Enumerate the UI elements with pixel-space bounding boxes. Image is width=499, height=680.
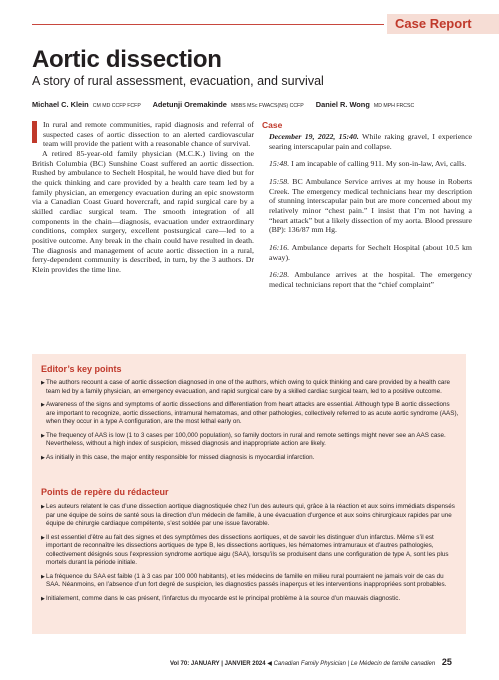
key-point-item	[41, 379, 459, 396]
body-paragraph: A retired 85-year-old family physician (M.C.K.) living on the British Columbia (BC) Sunshine Coast suffered an aortic dissection. Rushed by ambulance to Sechelt Hospital, he would have died but for the quick thinking and care provided by a health care team led by a family physician, an emergency evacuation during an epic snowstorm via a Canadian Coast Guard hovercraft, and rapid surgical care by a skilled cardiac surgical team. The smooth integration of all components in the chain—diagnosis, evacuation under extraordinary conditions, complex surgery, excellent postsurgical care—led to a positive outcome. Any break in the chain could have resulted in death. The diagnosis and management of acute aortic dissection in a rural, ferry-dependent community is described, in turn, by the 3 authors. Dr Klein provides the time line.	[32, 148, 254, 274]
key-points-box	[32, 354, 466, 634]
case-entry	[262, 270, 472, 289]
case-entry-text: Ambulance departs for Sechelt Hospital (about 10.5 km away).	[269, 242, 472, 262]
footer-volume: Vol 70: JANUARY | JANVIER 2024	[170, 661, 266, 667]
body-column	[32, 120, 254, 275]
key-point-item	[41, 432, 459, 449]
key-point-text: The authors recount a case of aortic dissection diagnosed in one of the authors, which owing to quick thinking and care provided by a health care team led by a family physician, an emergency evacuation, and rapid surgical care by a skilled cardiac surgical team, led to a positive outcome.	[46, 379, 450, 395]
page-footer	[170, 657, 480, 667]
bullet-arrow-icon: ▶	[41, 432, 45, 439]
key-points-heading-fr: Points de repère du rédacteur	[41, 487, 169, 497]
case-heading: Case	[262, 120, 283, 130]
key-points-heading-en: Editor’s key points	[41, 364, 122, 374]
case-entry-text: Ambulance arrives at the hospital. The emergency medical technicians report that the “chief complaint”	[269, 270, 472, 289]
case-entry-time: 16:16.	[269, 242, 290, 252]
author-name: Adetunji Oremakinde	[152, 100, 227, 109]
bullet-arrow-icon: ▶	[41, 534, 45, 541]
article-title: Aortic dissection	[32, 46, 222, 73]
key-point-text: Les auteurs relatent le cas d’une dissection aortique diagnostiquée chez l’un des auteurs qui, grâce à la réaction et aux soins immédiats dispensés par une équipe de soins de santé sous la direction d’un médecin de famille, à une évacuation d’urgence et aux soins chirurgicaux rapides par une équipe de chirurgie cardiaque compétente, s’est soldée par une issue favorable.	[46, 503, 455, 527]
bullet-arrow-icon: ▶	[41, 504, 45, 510]
key-point-text: Awareness of the signs and symptoms of aortic dissections and differentiation from heart attacks are essential. Although type B aortic dissections are important to recognize, aortic dissections, intramural hematomas, and other pathologies, collectively referred to as acute aortic syndrome (AAS), when they occur in a type A configuration, are the most lethal early on.	[46, 401, 459, 425]
key-point-item	[41, 454, 459, 463]
key-point-text: Initialement, comme dans le cas présent, l’infarctus du myocarde est le principal problème à la source d’un mauvais diagnostic.	[46, 594, 401, 602]
case-entry-time: December 19, 2022, 15:40.	[269, 132, 359, 141]
key-points-list-fr	[41, 503, 459, 608]
case-entry-text: BC Ambulance Service arrives at my house in Roberts Creek. The emergency medical technicians hear my description of stunning interscapular pain but are more concerned about my relatively minor “chest pain.” I insist that I’m not having a “heart attack” but a likely dissection of my aorta. Blood pressure (BP): 136/87 mm Hg.	[269, 176, 472, 235]
key-point-item	[41, 503, 459, 529]
bullet-arrow-icon: ▶	[41, 402, 45, 408]
section-header	[0, 14, 499, 34]
bullet-arrow-icon: ▶	[41, 573, 45, 580]
author-list	[32, 100, 482, 109]
drop-cap-bar	[32, 121, 37, 143]
key-point-text: Il est essentiel d’être au fait des signes et des symptômes des dissections aortiques, et de savoir les distinguer d’un infarctus. Même s’il est important de reconnaître les dissections aortiques de type B, les dissections aortiques, les hématomes intramuraux et d’autres pathologies, collectivement désignés sous l’expression syndrome aortique aigu (SAA), lorsqu’ils se produisent dans une configuration de type A, sont les plus mortels durant la période initiale.	[46, 533, 449, 566]
article-subtitle: A story of rural assessment, evacuation, and survival	[32, 74, 324, 88]
footer-journal: Canadian Family Physician | Le Médecin de famille canadien	[273, 661, 436, 667]
author-credentials: MD MPH FRCSC	[373, 103, 415, 109]
author-credentials: CM MD CCFP FCFP	[92, 103, 141, 109]
bullet-arrow-icon: ▶	[41, 454, 45, 461]
key-point-item	[41, 401, 459, 427]
section-label: Case Report	[387, 14, 499, 34]
body-paragraph: In rural and remote communities, rapid diagnosis and referral of suspected cases of aortic dissection to an alerted cardiovascular team will provide the patient with a reasonable chance of survival.	[43, 120, 254, 149]
bullet-arrow-icon: ▶	[41, 380, 45, 386]
case-entry-time: 16:28.	[269, 270, 290, 280]
key-point-item	[41, 534, 459, 568]
author-name: Daniel R. Wong	[315, 100, 370, 109]
case-entry-text: I am incapable of calling 911. My son-in-law, Avi, calls.	[291, 159, 467, 169]
case-entry-time: 15:58.	[269, 176, 290, 186]
case-column	[262, 120, 472, 342]
key-points-list-en	[41, 379, 459, 467]
key-point-text: The frequency of AAS is low (1 to 3 cases per 100,000 population), so family doctors in rural and remote settings might never see an AAS case. Nevertheless, without a high index of suspicion, missed diagnosis and inappropriate action are likely.	[46, 431, 446, 447]
case-entry	[262, 243, 472, 262]
case-entry	[262, 159, 472, 169]
page-number: 25	[441, 657, 452, 667]
key-point-item	[41, 573, 459, 590]
case-entry	[262, 132, 472, 151]
key-point-text: La fréquence du SAA est faible (1 à 3 cas par 100 000 habitants), et les médecins de famille en milieu rural pourraient ne jamais voir de cas du SAA. Néanmoins, en l’absence d’un fort degré de suspicion, les diagnostics passés inaperçus et les interventions inappropriées sont probables.	[46, 572, 447, 588]
case-entry-text: While raking gravel, I experience searing interscapular pain and collapse.	[269, 132, 472, 151]
case-entry	[262, 177, 472, 235]
key-point-item	[41, 595, 459, 604]
footer-separator-icon: ◀	[267, 661, 272, 667]
author-credentials: MBBS MSc FWACS(NS) CCFP	[230, 103, 304, 109]
bullet-arrow-icon: ▶	[41, 595, 45, 602]
key-point-text: As initially in this case, the major entity responsible for missed diagnosis is myocardial infarction.	[46, 453, 315, 461]
author-name: Michael C. Klein	[32, 100, 89, 109]
case-entry-time: 15:48.	[269, 159, 290, 169]
header-rule	[32, 24, 384, 25]
